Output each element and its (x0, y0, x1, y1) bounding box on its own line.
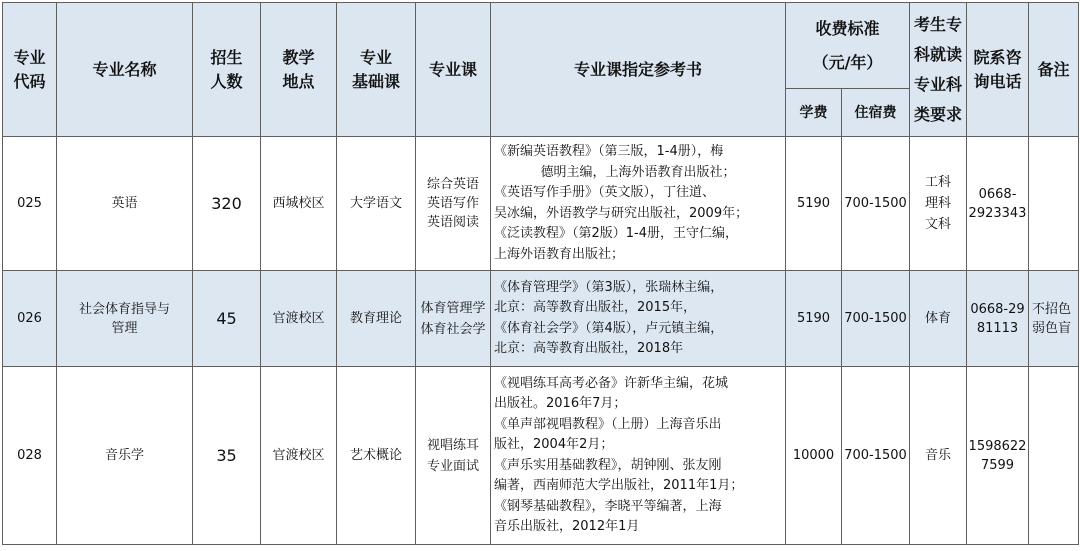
table-row (3, 137, 1079, 271)
cell-code: 026 (3, 271, 57, 367)
cell-lodging: 700-1500 (842, 271, 910, 367)
cell-location: 官渡校区 (261, 367, 337, 545)
cell-location: 西城校区 (261, 137, 337, 271)
cell-location: 官渡校区 (261, 271, 337, 367)
header-base-course: 专业 基础课 (337, 3, 416, 137)
cell-quota: 320 (193, 137, 261, 271)
admissions-table (2, 2, 1079, 545)
cell-tuition: 5190 (786, 271, 842, 367)
cell-quota: 45 (193, 271, 261, 367)
cell-phone: 0668-29 81113 (967, 271, 1029, 367)
table-row (3, 271, 1079, 367)
cell-name: 音乐学 (57, 367, 193, 545)
cell-major-course: 体育管理学 体育社会学 (416, 271, 491, 367)
header-fee-group: 收费标准 （元/年） (786, 3, 910, 89)
header-code: 专业 代码 (3, 3, 57, 137)
header-phone: 院系咨 询电话 (967, 3, 1029, 137)
cell-lodging: 700-1500 (842, 137, 910, 271)
cell-base-course: 大学语文 (337, 137, 416, 271)
header-quota: 招生 人数 (193, 3, 261, 137)
cell-major-course: 综合英语 英语写作 英语阅读 (416, 137, 491, 271)
cell-remarks (1029, 367, 1079, 545)
header-lodging: 住宿费 (842, 89, 910, 137)
cell-tuition: 5190 (786, 137, 842, 271)
cell-base-course: 教育理论 (337, 271, 416, 367)
cell-remarks (1029, 137, 1079, 271)
header-location: 教学 地点 (261, 3, 337, 137)
header-name: 专业名称 (57, 3, 193, 137)
cell-remarks: 不招色 弱色盲 (1029, 271, 1079, 367)
cell-major-course: 视唱练耳 专业面试 (416, 367, 491, 545)
header-remarks: 备注 (1029, 3, 1079, 137)
cell-name: 英语 (57, 137, 193, 271)
cell-requirement: 音乐 (910, 367, 967, 545)
cell-code: 028 (3, 367, 57, 545)
header-tuition: 学费 (786, 89, 842, 137)
cell-phone: 0668- 2923343 (967, 137, 1029, 271)
cell-code: 025 (3, 137, 57, 271)
header-major-course: 专业课 (416, 3, 491, 137)
cell-references: 《体育管理学》（第3版），张瑞林主编， 北京：高等教育出版社，2015年， 《体育社会学》（第4版），卢元镇主编， 北京：高等教育出版社，2018年 (491, 271, 786, 367)
cell-name: 社会体育指导与 管理 (57, 271, 193, 367)
header-references: 专业课指定参考书 (491, 3, 786, 137)
cell-references: 《视唱练耳高考必备》许新华主编，花城 出版社。2016年7月； 《单声部视唱教程》（上册）上海音乐出 版社，2004年2月； 《声乐实用基础教程》，胡钟刚、张友刚 编著，西南师范大学出版社，2011年1月； 《钢琴基础教程》，李晓平等编著，上海 音乐出版社，2012年1月 (491, 367, 786, 545)
cell-lodging: 700-1500 (842, 367, 910, 545)
cell-quota: 35 (193, 367, 261, 545)
header-requirement: 考生专 科就读 专业科 类要求 (910, 3, 967, 137)
cell-requirement: 工科 理科 文科 (910, 137, 967, 271)
cell-tuition: 10000 (786, 367, 842, 545)
cell-references: 《新编英语教程》（第三版，1-4册），梅 德明主编，上海外语教育出版社； 《英语写作手册》（英文版），丁往道、 吴冰编，外语教学与研究出版社，2009年； 《泛读教程》（第2版）1-4册，王守仁编， 上海外语教育出版社； (491, 137, 786, 271)
table-row (3, 367, 1079, 545)
cell-requirement: 体育 (910, 271, 967, 367)
cell-base-course: 艺术概论 (337, 367, 416, 545)
cell-phone: 1598622 7599 (967, 367, 1029, 545)
